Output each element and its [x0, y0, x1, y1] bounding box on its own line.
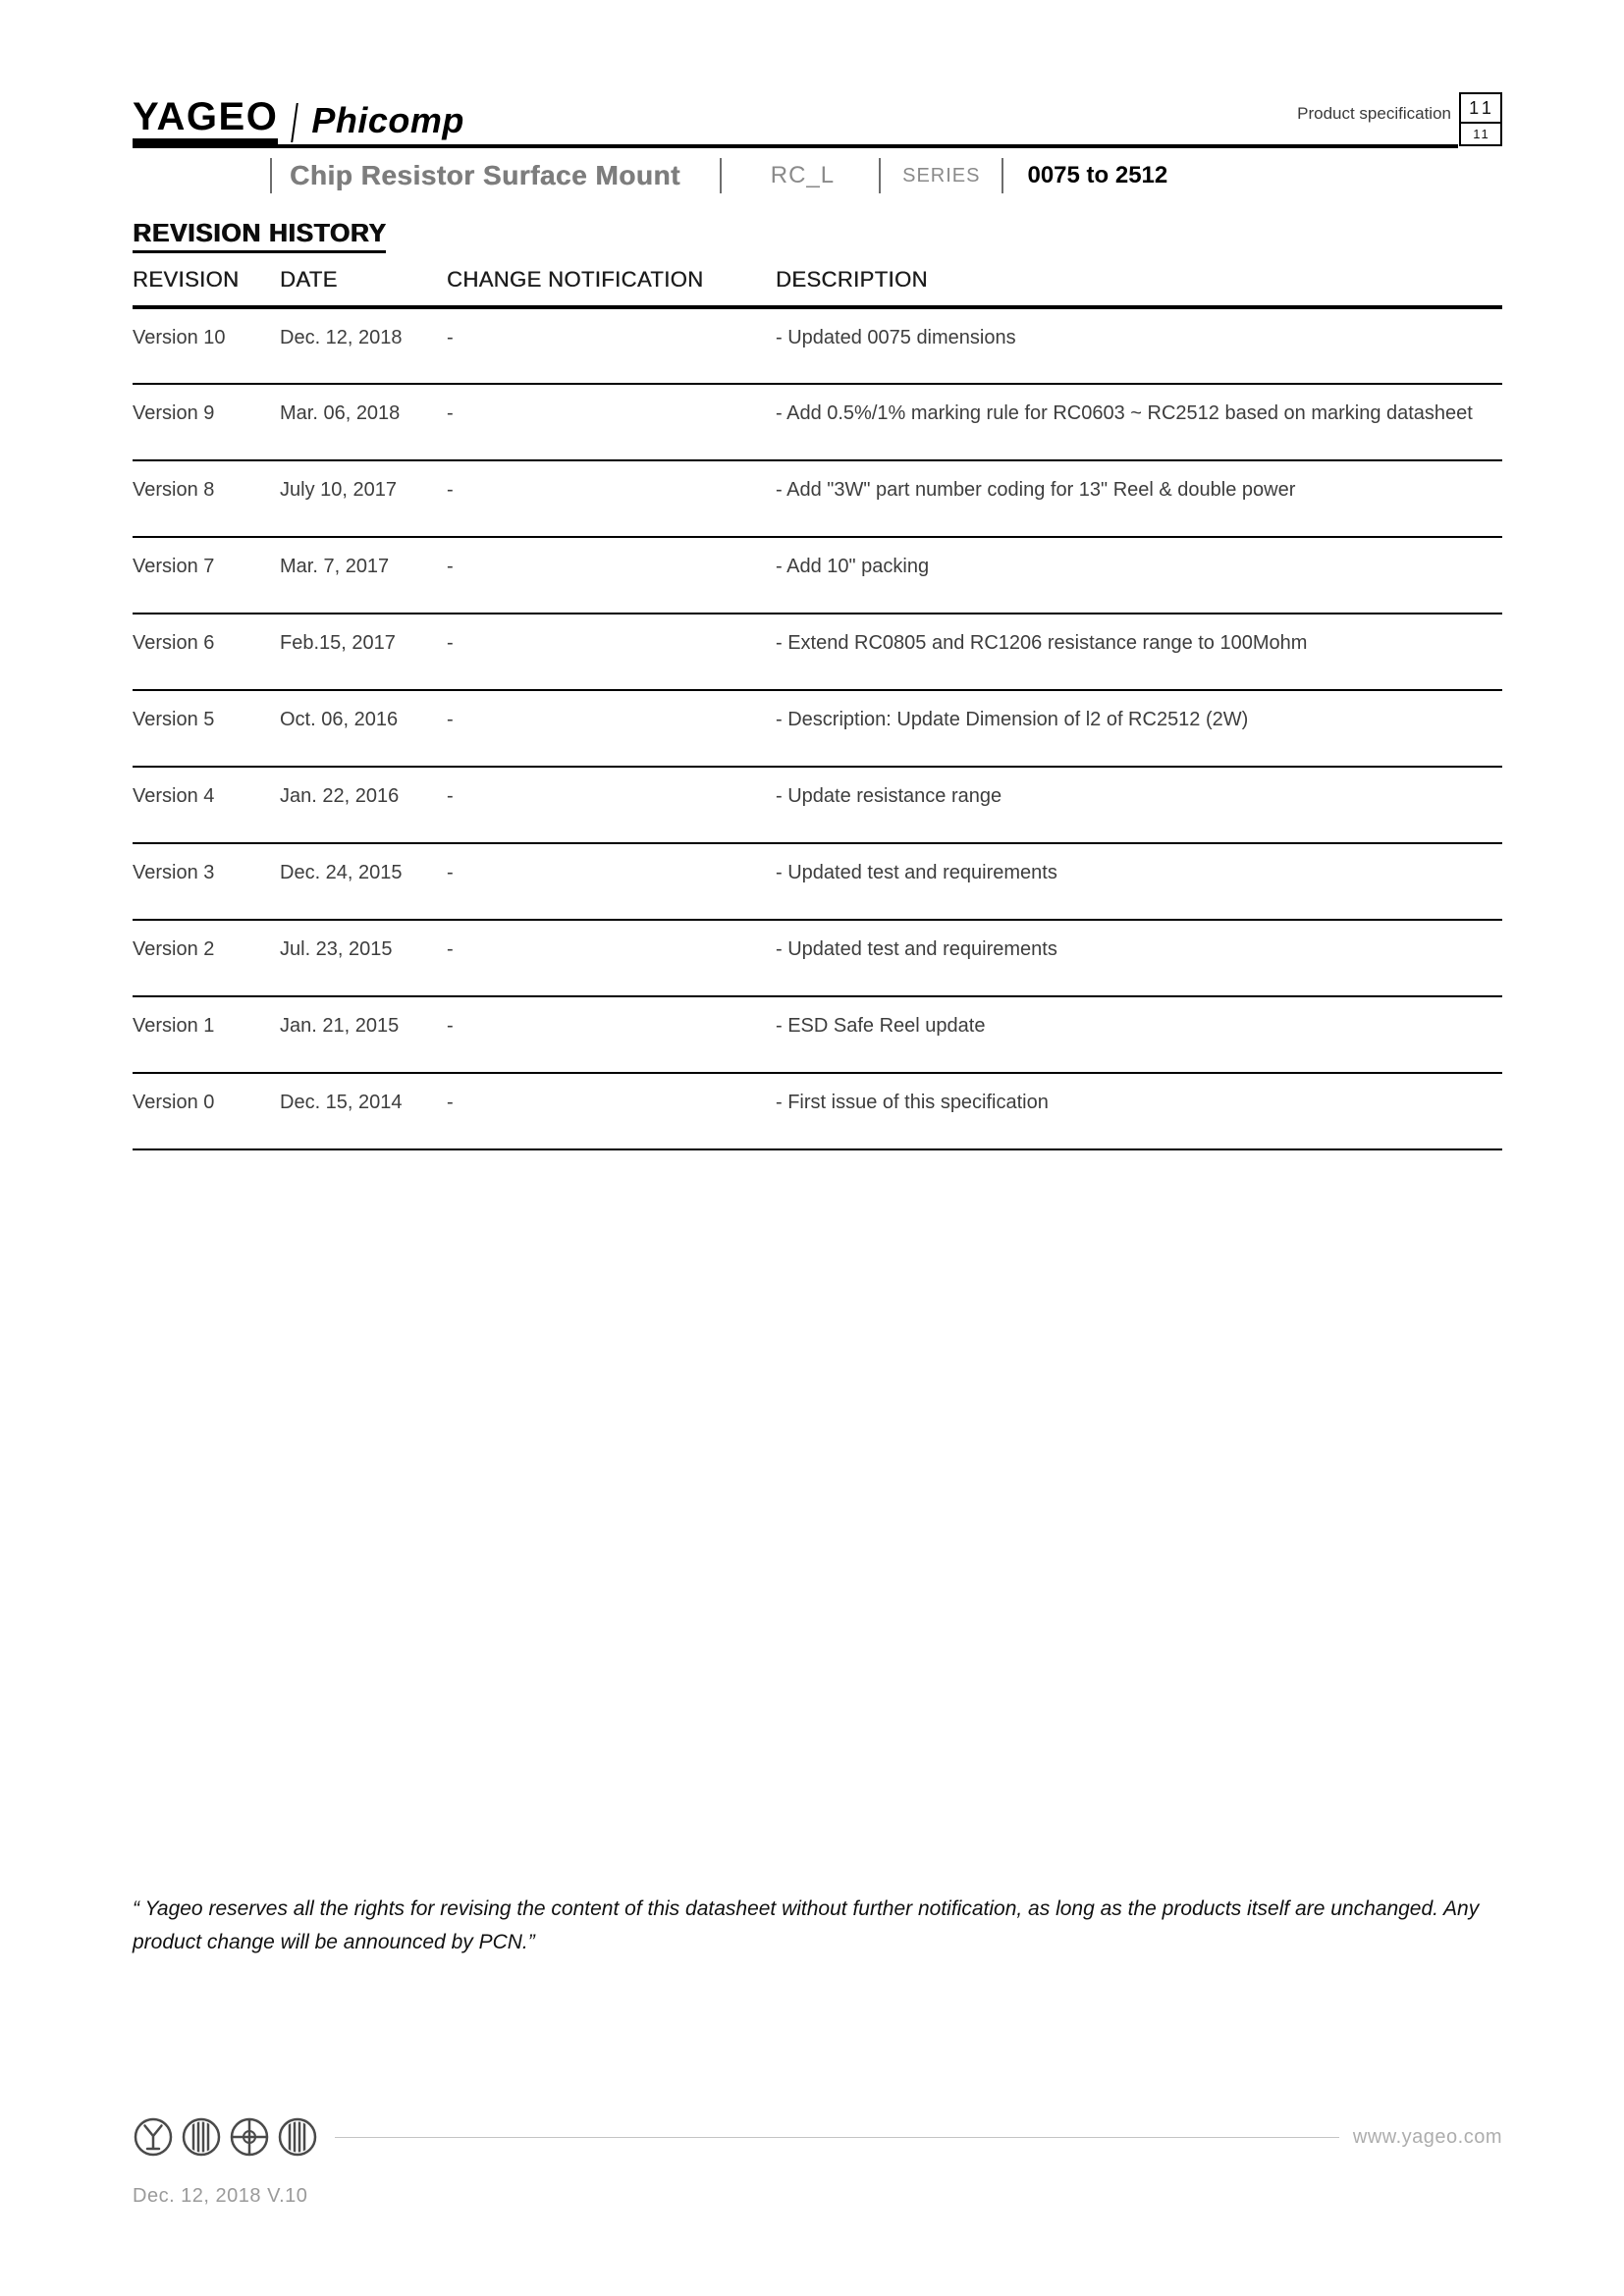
change-cell: -	[447, 460, 776, 537]
col-header-date: DATE	[280, 267, 447, 307]
change-cell: -	[447, 690, 776, 767]
table-row	[133, 1073, 1502, 1149]
header	[133, 90, 1502, 144]
table-row	[133, 690, 1502, 767]
series-label: SERIES	[902, 164, 981, 187]
revision-cell: Version 10	[133, 307, 280, 384]
revision-cell: Version 8	[133, 460, 280, 537]
revision-cell: Version 5	[133, 690, 280, 767]
revision-cell: Version 9	[133, 384, 280, 460]
page-current: 11	[1461, 94, 1500, 124]
table-row	[133, 996, 1502, 1073]
date-cell: Jul. 23, 2015	[280, 920, 447, 996]
col-header-revision: REVISION	[133, 267, 280, 307]
col-header-change-notification: CHANGE NOTIFICATION	[447, 267, 776, 307]
description-cell: - Updated 0075 dimensions	[776, 307, 1502, 384]
description-cell: - Extend RC0805 and RC1206 resistance range to 100Mohm	[776, 614, 1502, 690]
change-cell: -	[447, 1073, 776, 1149]
page-total: 11	[1473, 127, 1490, 141]
date-cell: July 10, 2017	[280, 460, 447, 537]
description-cell: - Description: Update Dimension of l2 of RC2512 (2W)	[776, 690, 1502, 767]
table-row	[133, 614, 1502, 690]
table-row	[133, 843, 1502, 920]
crossed-seal-icon	[229, 2116, 270, 2158]
section-title: REVISION HISTORY	[133, 218, 386, 253]
table-row	[133, 920, 1502, 996]
description-cell: - Updated test and requirements	[776, 843, 1502, 920]
weee-bin-circle-icon	[133, 2116, 174, 2158]
description-cell: - Add 0.5%/1% marking rule for RC0603 ~ RC2512 based on marking datasheet	[776, 384, 1502, 460]
date-cell: Mar. 06, 2018	[280, 384, 447, 460]
phicomp-logo: Phicomp	[311, 100, 464, 140]
footer-divider-line	[335, 2137, 1339, 2138]
separator-bar	[1001, 158, 1003, 193]
change-cell: -	[447, 537, 776, 614]
table-header-row	[133, 267, 1502, 307]
header-rule	[133, 144, 1458, 148]
table-row	[133, 307, 1502, 384]
product-title: Chip Resistor Surface Mount	[290, 160, 680, 190]
table-row	[133, 537, 1502, 614]
col-header-description: DESCRIPTION	[776, 267, 1502, 307]
description-cell: - Add "3W" part number coding for 13" Reel & double power	[776, 460, 1502, 537]
document-version-date: Dec. 12, 2018 V.10	[133, 2185, 308, 2207]
revision-cell: Version 7	[133, 537, 280, 614]
table-row	[133, 767, 1502, 843]
date-cell: Feb.15, 2017	[280, 614, 447, 690]
revision-cell: Version 6	[133, 614, 280, 690]
striped-seal-icon	[181, 2116, 222, 2158]
revision-cell: Version 1	[133, 996, 280, 1073]
change-cell: -	[447, 614, 776, 690]
revision-history-table	[133, 267, 1502, 1150]
date-cell: Dec. 12, 2018	[280, 307, 447, 384]
description-cell: - Updated test and requirements	[776, 920, 1502, 996]
date-cell: Mar. 7, 2017	[280, 537, 447, 614]
date-cell: Dec. 24, 2015	[280, 843, 447, 920]
page-number-box	[1459, 92, 1502, 146]
description-cell: - Add 10" packing	[776, 537, 1502, 614]
date-cell: Oct. 06, 2016	[280, 690, 447, 767]
revision-cell: Version 4	[133, 767, 280, 843]
date-cell: Dec. 15, 2014	[280, 1073, 447, 1149]
change-cell: -	[447, 843, 776, 920]
date-cell: Jan. 21, 2015	[280, 996, 447, 1073]
revision-cell: Version 0	[133, 1073, 280, 1149]
disclaimer-text: “ Yageo reserves all the rights for revising the content of this datasheet without further notification, as long as the products itself are unchanged. Any product change will be announced by PCN.”	[133, 1897, 1480, 1953]
table-row	[133, 460, 1502, 537]
revision-cell: Version 2	[133, 920, 280, 996]
product-title-bar	[133, 152, 1502, 199]
series-code: RC_L	[770, 162, 836, 188]
description-cell: - First issue of this specification	[776, 1073, 1502, 1149]
change-cell: -	[447, 307, 776, 384]
website-url: www.yageo.com	[1352, 2125, 1502, 2148]
separator-bar	[879, 158, 881, 193]
yageo-logo: YAGEO	[133, 97, 278, 144]
revision-cell: Version 3	[133, 843, 280, 920]
separator-bar	[720, 158, 722, 193]
product-spec-area	[1297, 90, 1502, 144]
change-cell: -	[447, 767, 776, 843]
table-row	[133, 384, 1502, 460]
change-cell: -	[447, 920, 776, 996]
footer	[133, 2116, 1502, 2158]
date-cell: Jan. 22, 2016	[280, 767, 447, 843]
description-cell: - ESD Safe Reel update	[776, 996, 1502, 1073]
striped-seal-icon	[277, 2116, 318, 2158]
description-cell: - Update resistance range	[776, 767, 1502, 843]
change-cell: -	[447, 996, 776, 1073]
logo-divider	[292, 103, 299, 142]
product-spec-label: Product specification	[1297, 104, 1451, 123]
series-range: 0075 to 2512	[1027, 162, 1168, 188]
change-cell: -	[447, 384, 776, 460]
separator-bar	[270, 158, 272, 193]
